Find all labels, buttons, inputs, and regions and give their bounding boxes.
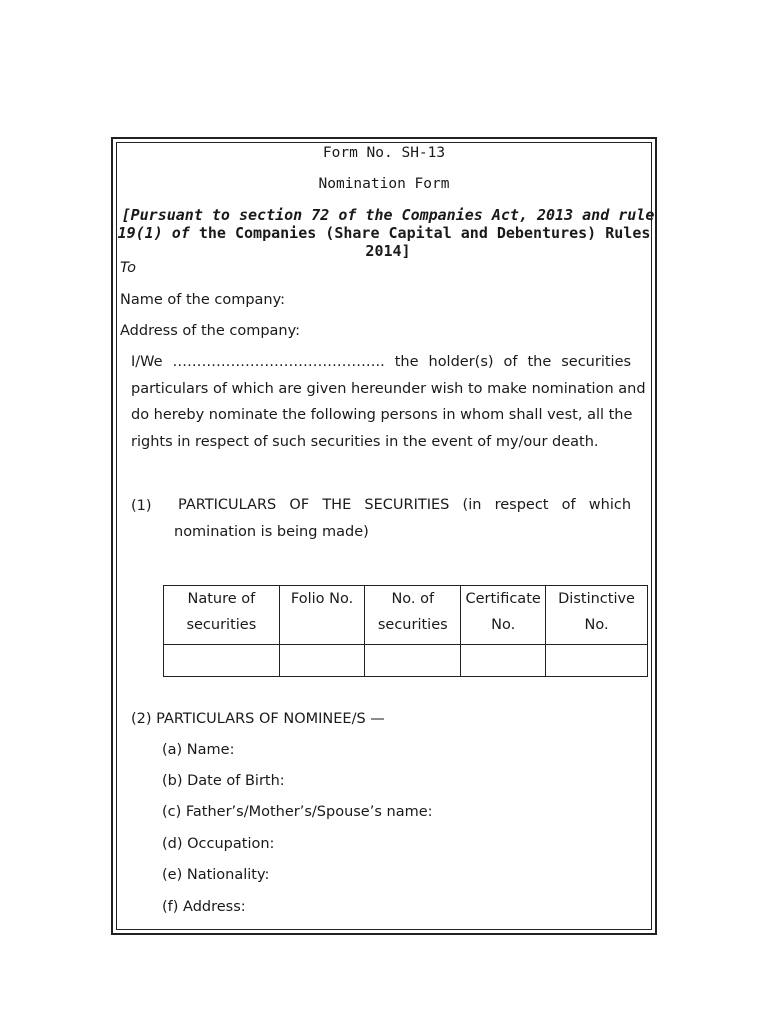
pursuant-rule-ref: 19(1) of [117,224,190,242]
declaration-paragraph [131,349,646,455]
cell-distinctive-no[interactable] [546,645,648,677]
declaration-line-1: I/We …………………………………….. the holder(s) of the securities [131,354,632,370]
company-name-label: Name of the company: [120,292,286,308]
pursuant-line-3: 2014] [365,242,411,260]
cell-no-of-securities[interactable] [365,645,461,677]
table-header-row [164,586,648,645]
section-1-heading-line-2: nomination is being made) [174,524,369,540]
to-label: To [120,260,136,276]
nominee-dob-field: (b) Date of Birth: [162,773,285,789]
company-address-label: Address of the company: [120,323,301,339]
declaration-line-2: particulars of which are given hereunder wish to make nomination and [131,380,646,397]
section-2-heading: (2) PARTICULARS OF NOMINEE/S — [131,711,385,727]
nominee-occupation-field: (d) Occupation: [162,836,275,852]
section-1-heading [178,492,631,519]
col-no-of-securities: No. of securities [365,586,461,645]
col-certificate-no: Certificate No. [461,586,546,645]
nominee-parent-spouse-field: (c) Father’s/Mother’s/Spouse’s name: [162,804,433,820]
nominee-address-field: (f) Address: [162,899,246,915]
col-distinctive-no: Distinctive No. [546,586,648,645]
section-1-number: (1) [131,498,152,514]
col-folio-no: Folio No. [279,586,365,645]
pursuant-line-2 [0,224,768,242]
pursuant-line-1: [Pursuant to section 72 of the Companies Act, 2013 and rule [121,206,655,224]
declaration-line-3: do hereby nominate the following persons in whom shall vest, all the [131,407,633,423]
nominee-name-field: (a) Name: [162,742,235,758]
nominee-nationality-field: (e) Nationality: [162,867,270,883]
form-number: Form No. SH-13 [322,145,446,161]
cell-nature-of-securities[interactable] [164,645,280,677]
section-1-heading-line-1: PARTICULARS OF THE SECURITIES (in respect of which [178,497,632,513]
table-row [164,645,648,677]
col-nature-of-securities: Nature of securities [164,586,280,645]
declaration-line-4: rights in respect of such securities in the event of my/our death. [131,433,599,450]
cell-folio-no[interactable] [279,645,365,677]
pursuant-rules-name: the Companies (Share Capital and Debentures) Rules [189,224,651,242]
cell-certificate-no[interactable] [461,645,546,677]
form-title: Nomination Form [318,176,450,192]
securities-table [163,585,648,677]
